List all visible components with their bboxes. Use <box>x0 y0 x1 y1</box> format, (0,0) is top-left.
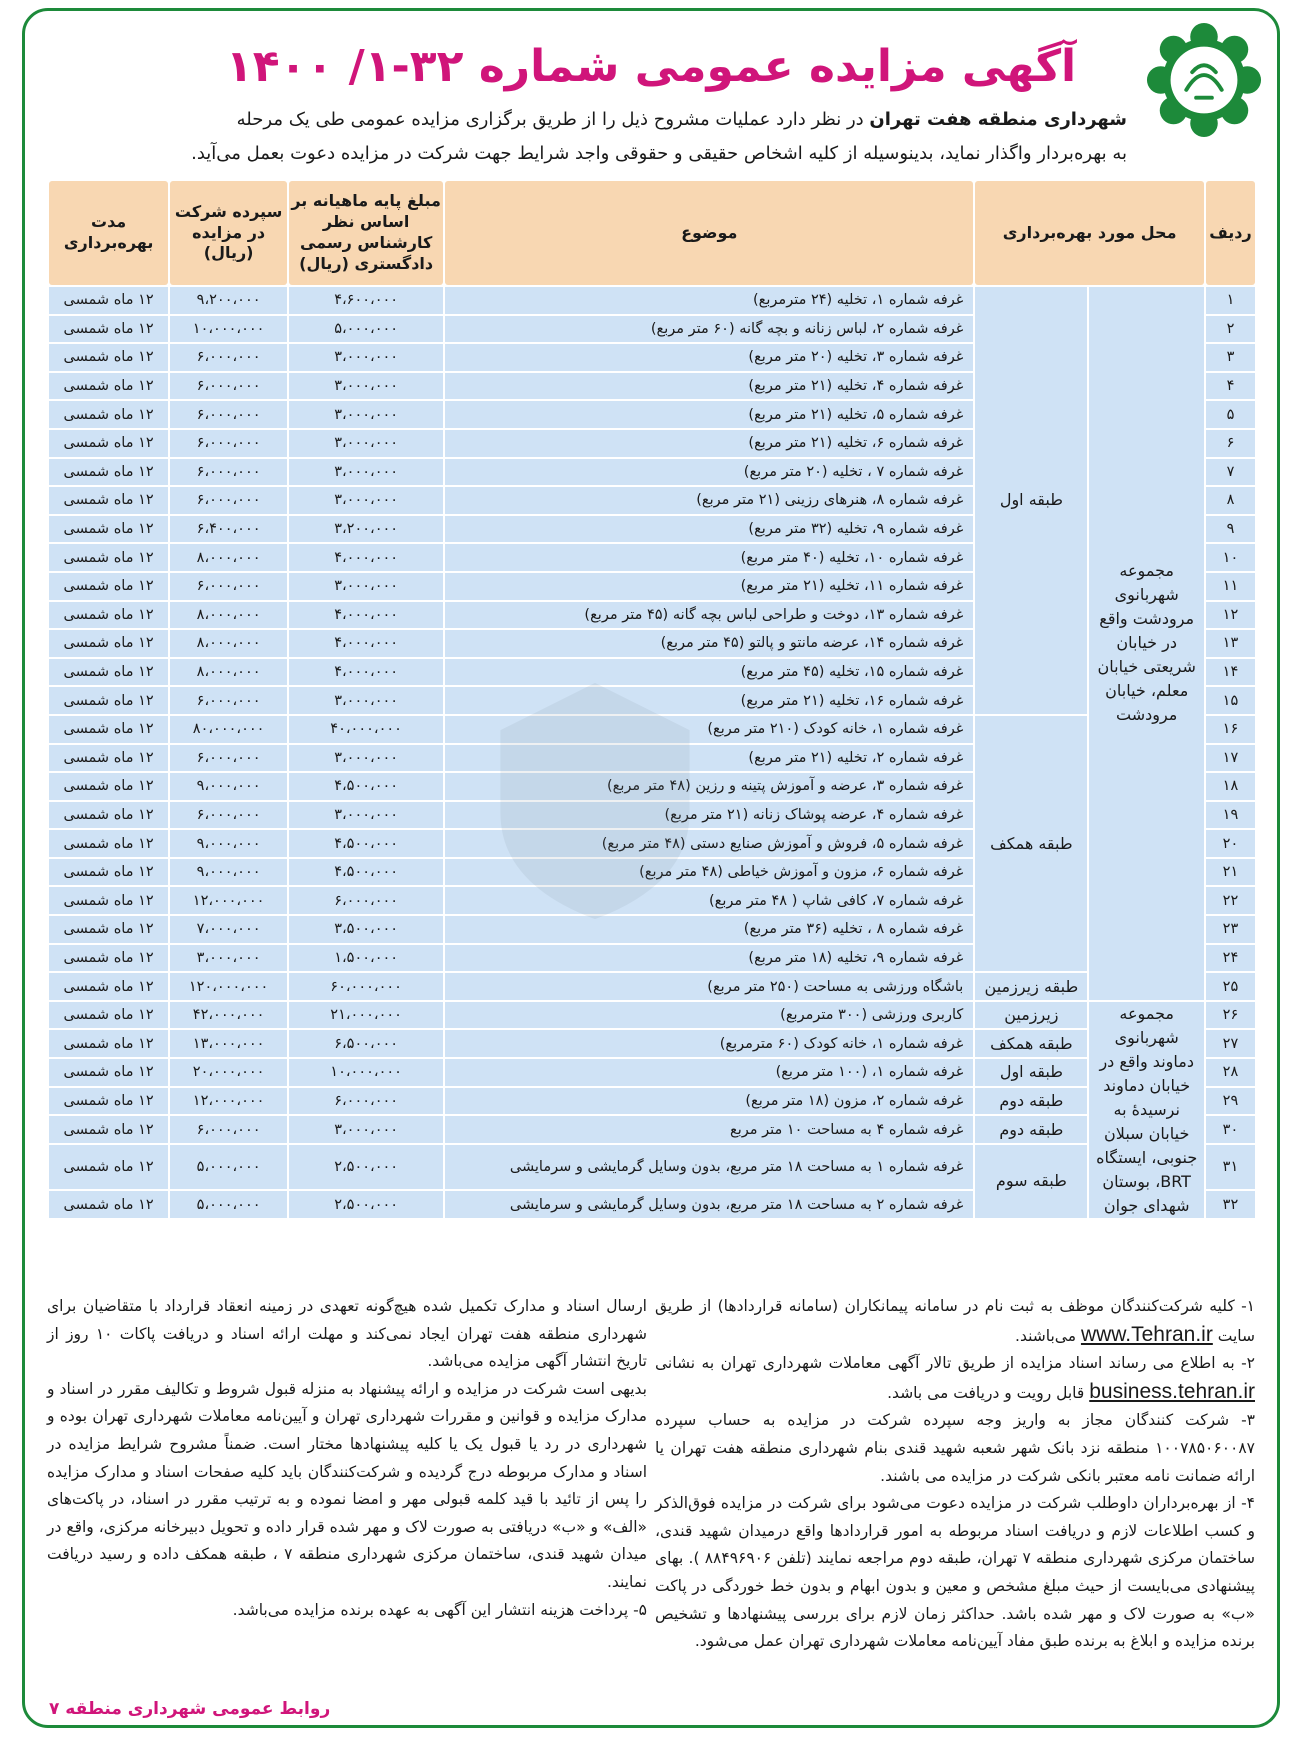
condition-1-text: ۱- کلیه شرکت‌کنندگان موظف به ثبت نام در سامانه پیمانکاران (سامانه قراردادها) از طریق سایت <box>655 1297 1255 1345</box>
duration-cell: ۱۲ ماه شمسی <box>49 430 168 457</box>
deposit-cell: ۶،۰۰۰،۰۰۰ <box>170 430 287 457</box>
row-number: ۹ <box>1206 516 1255 543</box>
public-relations-signature: روابط عمومی شهرداری منطقه ۷ <box>49 1699 331 1719</box>
deposit-cell: ۶،۰۰۰،۰۰۰ <box>170 401 287 428</box>
subject-cell: غرفه شماره ۲ به مساحت ۱۸ متر مربع، بدون وسایل گرمایشی و سرمایشی <box>445 1191 973 1218</box>
subject-cell: غرفه شماره ۱۰، تخلیه (۴۰ متر مربع) <box>445 544 973 571</box>
deposit-cell: ۷،۰۰۰،۰۰۰ <box>170 916 287 943</box>
condition-4-continued: ارسال اسناد و مدارک تکمیل شده هیچ‌گونه تعهدی در زمینه انعقاد قرارداد با متقاضیان برای شهرداری منطقه هفت تهران ایجاد نمی‌کند و مهلت ارائه اسناد و دریافت پاکات ۱۰ روز از تاریخ انتشار آگهی مزایده می‌باشد. <box>47 1297 647 1371</box>
row-number: ۲۷ <box>1206 1030 1255 1057</box>
subject-cell: غرفه شماره ۴، عرضه پوشاک زنانه (۲۱ متر مربع) <box>445 802 973 829</box>
table-row <box>49 1059 1255 1086</box>
condition-4-terms: بدیهی است شرکت در مزایده و ارائه پیشنهاد به منزله قبول شروط و تکالیف مقرر در اسناد و مدارک مزایده و قوانین و مقررات شهرداری تهران و آیین‌نامه معاملات شهرداری تهران بوده و شهرداری در رد یا قبول یک یا کلیه پیشنهادها مختار است. ضمناً مشروح شرایط مزایده در اسناد و مدارک مربوطه درج گردیده و شرکت‌کنندگان باید کلیه صفحات اسناد و مدارک مزایده را پس از تائید با قید کلمه قبولی مهر و امضا نموده و به ترتیب مقرر در اسناد، در پاکت‌های «الف» و «ب» دریافتی به صورت لاک و مهر شده قرار داده و تحویل دبیرخانه مرکزی، واقع در میدان شهید قندی، ساختمان مرکزی شهرداری منطقه ۷ ، طبقه همکف داده و رسید دریافت نمایند. <box>47 1379 647 1591</box>
duration-cell: ۱۲ ماه شمسی <box>49 516 168 543</box>
header-row-number: ردیف <box>1206 181 1255 285</box>
subject-cell: غرفه شماره ۴، تخلیه (۲۱ متر مربع) <box>445 373 973 400</box>
condition-3: ۳- شرکت کنندگان مجاز به واریز وجه سپرده شرکت در مزایده به حساب سپرده ۱۰۰۷۸۵۰۶۰۰۸۷ منطقه نزد بانک شهر شعبه شهید قندی بنام شهرداری منطقه هفت تهران یا ارائه ضمانت نامه معتبر بانکی شرکت در مزایده می باشند. <box>655 1411 1255 1485</box>
row-number: ۱۵ <box>1206 687 1255 714</box>
row-number: ۷ <box>1206 459 1255 486</box>
row-number: ۲۰ <box>1206 830 1255 857</box>
duration-cell: ۱۲ ماه شمسی <box>49 287 168 314</box>
base-price-cell: ۶۰،۰۰۰،۰۰۰ <box>289 973 443 1000</box>
header-duration: مدت بهره‌برداری <box>49 181 168 285</box>
subject-cell: غرفه شماره ۱، تخلیه (۲۴ مترمربع) <box>445 287 973 314</box>
subject-cell: غرفه شماره ۶، تخلیه (۲۱ متر مربع) <box>445 430 973 457</box>
base-price-cell: ۳،۰۰۰،۰۰۰ <box>289 687 443 714</box>
duration-cell: ۱۲ ماه شمسی <box>49 716 168 743</box>
deposit-cell: ۱۲،۰۰۰،۰۰۰ <box>170 1088 287 1115</box>
row-number: ۱۶ <box>1206 716 1255 743</box>
row-number: ۶ <box>1206 430 1255 457</box>
duration-cell: ۱۲ ماه شمسی <box>49 945 168 972</box>
row-number: ۱۳ <box>1206 630 1255 657</box>
duration-cell: ۱۲ ماه شمسی <box>49 1088 168 1115</box>
duration-cell: ۱۲ ماه شمسی <box>49 373 168 400</box>
base-price-cell: ۲،۵۰۰،۰۰۰ <box>289 1191 443 1218</box>
subject-cell: کاربری ورزشی (۳۰۰ مترمربع) <box>445 1002 973 1029</box>
base-price-cell: ۳،۰۰۰،۰۰۰ <box>289 573 443 600</box>
table-row <box>49 287 1255 314</box>
intro-line-2: به بهره‌بردار واگذار نماید، بدینوسیله از کلیه اشخاص حقیقی و حقوقی واجد شرایط جهت شرکت در مزایده دعوت بعمل می‌آید. <box>191 143 1127 164</box>
row-number: ۲ <box>1206 316 1255 343</box>
deposit-cell: ۶،۰۰۰،۰۰۰ <box>170 1116 287 1143</box>
row-number: ۲۶ <box>1206 1002 1255 1029</box>
duration-cell: ۱۲ ماه شمسی <box>49 745 168 772</box>
subject-cell: غرفه شماره ۸ ، تخلیه (۳۶ متر مربع) <box>445 916 973 943</box>
subject-cell: غرفه شماره ۹، تخلیه (۳۲ متر مربع) <box>445 516 973 543</box>
row-number: ۱۱ <box>1206 573 1255 600</box>
base-price-cell: ۴،۰۰۰،۰۰۰ <box>289 659 443 686</box>
row-number: ۱۹ <box>1206 802 1255 829</box>
base-price-cell: ۱۰،۰۰۰،۰۰۰ <box>289 1059 443 1086</box>
subject-cell: غرفه شماره ۷ ، تخلیه (۲۰ متر مربع) <box>445 459 973 486</box>
base-price-cell: ۳،۰۰۰،۰۰۰ <box>289 401 443 428</box>
subject-cell: غرفه شماره ۲، تخلیه (۲۱ متر مربع) <box>445 745 973 772</box>
base-price-cell: ۳،۲۰۰،۰۰۰ <box>289 516 443 543</box>
base-price-cell: ۶،۰۰۰،۰۰۰ <box>289 887 443 914</box>
condition-2-text: ۲- به اطلاع می رساند اسناد مزایده از طریق تالار آگهی معاملات شهرداری تهران به نشانی <box>655 1354 1255 1373</box>
base-price-cell: ۳،۰۰۰،۰۰۰ <box>289 487 443 514</box>
deposit-cell: ۶،۰۰۰،۰۰۰ <box>170 487 287 514</box>
deposit-cell: ۱۰،۰۰۰،۰۰۰ <box>170 316 287 343</box>
subject-cell: باشگاه ورزشی به مساحت (۲۵۰ متر مربع) <box>445 973 973 1000</box>
subject-cell: غرفه شماره ۱۴، عرضه مانتو و پالتو (۴۵ متر مربع) <box>445 630 973 657</box>
duration-cell: ۱۲ ماه شمسی <box>49 1145 168 1189</box>
duration-cell: ۱۲ ماه شمسی <box>49 1030 168 1057</box>
base-price-cell: ۶،۰۰۰،۰۰۰ <box>289 1088 443 1115</box>
location-maroodasht: مجموعه شهربانوی مرودشت واقع در خیابان شریعتی خیابان معلم، خیابان مرودشت <box>1089 287 1203 1000</box>
subject-cell: غرفه شماره ۴ به مساحت ۱۰ متر مربع <box>445 1116 973 1143</box>
deposit-cell: ۱۳،۰۰۰،۰۰۰ <box>170 1030 287 1057</box>
row-number: ۲۱ <box>1206 859 1255 886</box>
condition-2 <box>655 1350 1255 1407</box>
deposit-cell: ۸،۰۰۰،۰۰۰ <box>170 602 287 629</box>
duration-cell: ۱۲ ماه شمسی <box>49 602 168 629</box>
deposit-cell: ۳،۰۰۰،۰۰۰ <box>170 945 287 972</box>
floor-cell: طبقه همکف <box>975 1030 1087 1057</box>
row-number: ۵ <box>1206 401 1255 428</box>
subject-cell: غرفه شماره ۳، عرضه و آموزش پتینه و رزین (۴۸ متر مربع) <box>445 773 973 800</box>
condition-5: ۵- پرداخت هزینه انتشار این آگهی به عهده برنده مزایده می‌باشد. <box>232 1600 647 1619</box>
duration-cell: ۱۲ ماه شمسی <box>49 773 168 800</box>
base-price-cell: ۳،۰۰۰،۰۰۰ <box>289 459 443 486</box>
floor-ground: طبقه همکف <box>975 716 1087 971</box>
subject-cell: غرفه شماره ۱۵، تخلیه (۴۵ متر مربع) <box>445 659 973 686</box>
condition-1 <box>655 1293 1255 1350</box>
duration-cell: ۱۲ ماه شمسی <box>49 830 168 857</box>
deposit-cell: ۹،۰۰۰،۰۰۰ <box>170 773 287 800</box>
row-number: ۲۸ <box>1206 1059 1255 1086</box>
ad-frame <box>22 8 1280 1728</box>
base-price-cell: ۲،۵۰۰،۰۰۰ <box>289 1145 443 1189</box>
table-row <box>49 1030 1255 1057</box>
subject-cell: غرفه شماره ۹، تخلیه (۱۸ متر مربع) <box>445 945 973 972</box>
conditions-left-column <box>47 1293 647 1624</box>
deposit-cell: ۶،۰۰۰،۰۰۰ <box>170 687 287 714</box>
base-price-cell: ۴،۵۰۰،۰۰۰ <box>289 859 443 886</box>
intro-bold: شهرداری منطقه هفت تهران <box>869 109 1127 130</box>
deposit-cell: ۸۰،۰۰۰،۰۰۰ <box>170 716 287 743</box>
subject-cell: غرفه شماره ۷، کافی شاپ ( ۴۸ متر مربع) <box>445 887 973 914</box>
subject-cell: غرفه شماره ۲، مزون (۱۸ متر مربع) <box>445 1088 973 1115</box>
duration-cell: ۱۲ ماه شمسی <box>49 573 168 600</box>
duration-cell: ۱۲ ماه شمسی <box>49 487 168 514</box>
business-site-link[interactable]: business.tehran.ir <box>1089 1379 1255 1403</box>
floor-third: طبقه سوم <box>975 1145 1087 1218</box>
base-price-cell: ۳،۰۰۰،۰۰۰ <box>289 745 443 772</box>
row-number: ۳۰ <box>1206 1116 1255 1143</box>
base-price-cell: ۴،۰۰۰،۰۰۰ <box>289 630 443 657</box>
header-base-price: مبلغ پایه ماهیانه بر اساس نظر کارشناس رسمی دادگستری (ریال) <box>289 181 443 285</box>
row-number: ۲۳ <box>1206 916 1255 943</box>
table-row <box>49 1002 1255 1029</box>
subject-cell: غرفه شماره ۶، مزون و آموزش خیاطی (۴۸ متر مربع) <box>445 859 973 886</box>
duration-cell: ۱۲ ماه شمسی <box>49 544 168 571</box>
ad-title: آگهی مزایده عمومی شماره ۳۲-۱/ ۱۴۰۰ <box>225 41 1077 92</box>
base-price-cell: ۳،۰۰۰،۰۰۰ <box>289 344 443 371</box>
row-number: ۲۵ <box>1206 973 1255 1000</box>
base-price-cell: ۴،۵۰۰،۰۰۰ <box>289 773 443 800</box>
deposit-cell: ۸،۰۰۰،۰۰۰ <box>170 630 287 657</box>
row-number: ۸ <box>1206 487 1255 514</box>
subject-cell: غرفه شماره ۱۱، تخلیه (۲۱ متر مربع) <box>445 573 973 600</box>
condition-4: ۴- از بهره‌برداران داوطلب شرکت در مزایده دعوت می‌شود برای شرکت در مزایده فوق‌الذکر و کسب اطلاعات لازم و دریافت اسناد مربوطه به امور قراردادها واقع درمیدان شهید قندی، ساختمان مرکزی شهرداری منطقه ۷ تهران، طبقه دوم مراجعه نمایند (تلفن ۸۸۴۹۶۹۰۶ ). بهای پیشنهادی می‌بایست از حیث مبلغ مشخص و معین و بدون ابهام و بدون خط خوردگی در پاکت «ب» به صورت لاک و مهر شده باشد. حداکثر زمان لازم برای بررسی پیشنهادها و تشخیص برنده مزایده و ابلاغ به برنده طبق مفاد آیین‌نامه معاملات شهرداری تهران عمل می‌شود. <box>655 1494 1255 1651</box>
subject-cell: غرفه شماره ۲، لباس زنانه و بچه گانه (۶۰ متر مربع) <box>445 316 973 343</box>
row-number: ۳۲ <box>1206 1191 1255 1218</box>
deposit-cell: ۸،۰۰۰،۰۰۰ <box>170 659 287 686</box>
base-price-cell: ۴،۰۰۰،۰۰۰ <box>289 602 443 629</box>
deposit-cell: ۹،۰۰۰،۰۰۰ <box>170 859 287 886</box>
location-damavand: مجموعه شهربانوی دماوند واقع در خیابان دماوند نرسیدهٔ به خیابان سبلان جنوبی، ایستگاه BRT، بوستان شهدای جوان <box>1089 1002 1203 1218</box>
base-price-cell: ۶،۵۰۰،۰۰۰ <box>289 1030 443 1057</box>
tehran-municipality-logo-icon <box>1145 21 1263 139</box>
header-subject: موضوع <box>445 181 973 285</box>
duration-cell: ۱۲ ماه شمسی <box>49 973 168 1000</box>
row-number: ۱۰ <box>1206 544 1255 571</box>
table-body <box>49 287 1255 1218</box>
row-number: ۳۱ <box>1206 1145 1255 1189</box>
base-price-cell: ۳،۰۰۰،۰۰۰ <box>289 430 443 457</box>
duration-cell: ۱۲ ماه شمسی <box>49 659 168 686</box>
duration-cell: ۱۲ ماه شمسی <box>49 630 168 657</box>
deposit-cell: ۶،۰۰۰،۰۰۰ <box>170 573 287 600</box>
floor-cell: طبقه دوم <box>975 1116 1087 1143</box>
row-number: ۲۲ <box>1206 887 1255 914</box>
base-price-cell: ۴۰،۰۰۰،۰۰۰ <box>289 716 443 743</box>
table-row <box>49 973 1255 1000</box>
row-number: ۱۸ <box>1206 773 1255 800</box>
deposit-cell: ۶،۰۰۰،۰۰۰ <box>170 373 287 400</box>
subject-cell: غرفه شماره ۱، خانه کودک (۶۰ مترمربع) <box>445 1030 973 1057</box>
deposit-cell: ۶،۰۰۰،۰۰۰ <box>170 802 287 829</box>
base-price-cell: ۱،۵۰۰،۰۰۰ <box>289 945 443 972</box>
duration-cell: ۱۲ ماه شمسی <box>49 401 168 428</box>
auction-table <box>47 179 1257 1220</box>
row-number: ۱۴ <box>1206 659 1255 686</box>
duration-cell: ۱۲ ماه شمسی <box>49 316 168 343</box>
subject-cell: غرفه شماره ۸، هنرهای رزینی (۲۱ متر مربع) <box>445 487 973 514</box>
base-price-cell: ۲۱،۰۰۰،۰۰۰ <box>289 1002 443 1029</box>
floor-cell: طبقه اول <box>975 1059 1087 1086</box>
base-price-cell: ۴،۰۰۰،۰۰۰ <box>289 544 443 571</box>
duration-cell: ۱۲ ماه شمسی <box>49 1002 168 1029</box>
base-price-cell: ۴،۶۰۰،۰۰۰ <box>289 287 443 314</box>
base-price-cell: ۵،۰۰۰،۰۰۰ <box>289 316 443 343</box>
subject-cell: غرفه شماره ۵، تخلیه (۲۱ متر مربع) <box>445 401 973 428</box>
deposit-cell: ۹،۰۰۰،۰۰۰ <box>170 830 287 857</box>
row-number: ۱۷ <box>1206 745 1255 772</box>
table-row <box>49 716 1255 743</box>
subject-cell: غرفه شماره ۱، (۱۰۰ متر مربع) <box>445 1059 973 1086</box>
deposit-cell: ۲۰،۰۰۰،۰۰۰ <box>170 1059 287 1086</box>
table-row <box>49 1116 1255 1143</box>
duration-cell: ۱۲ ماه شمسی <box>49 459 168 486</box>
subject-cell: غرفه شماره ۱ به مساحت ۱۸ متر مربع، بدون وسایل گرمایشی و سرمایشی <box>445 1145 973 1189</box>
duration-cell: ۱۲ ماه شمسی <box>49 1116 168 1143</box>
subject-cell: غرفه شماره ۳، تخلیه (۲۰ متر مربع) <box>445 344 973 371</box>
subject-cell: غرفه شماره ۵، فروش و آموزش صنایع دستی (۴۸ متر مربع) <box>445 830 973 857</box>
table-header <box>49 181 1255 285</box>
deposit-cell: ۶،۴۰۰،۰۰۰ <box>170 516 287 543</box>
base-price-cell: ۳،۵۰۰،۰۰۰ <box>289 916 443 943</box>
duration-cell: ۱۲ ماه شمسی <box>49 1059 168 1086</box>
floor-basement: طبقه زیرزمین <box>975 973 1087 1000</box>
base-price-cell: ۳،۰۰۰،۰۰۰ <box>289 802 443 829</box>
floor-cell: زیرزمین <box>975 1002 1087 1029</box>
header-deposit: سپرده شرکت در مزایده (ریال) <box>170 181 287 285</box>
deposit-cell: ۶،۰۰۰،۰۰۰ <box>170 459 287 486</box>
deposit-cell: ۸،۰۰۰،۰۰۰ <box>170 544 287 571</box>
intro-rest: در نظر دارد عملیات مشروح ذیل را از طریق برگزاری مزایده عمومی طی یک مرحله <box>236 109 870 130</box>
deposit-cell: ۶،۰۰۰،۰۰۰ <box>170 344 287 371</box>
row-number: ۱۲ <box>1206 602 1255 629</box>
condition-2-end: قابل رویت و دریافت می باشد. <box>887 1383 1090 1402</box>
conditions-section <box>47 1293 1255 1693</box>
floor-cell: طبقه دوم <box>975 1088 1087 1115</box>
subject-cell: غرفه شماره ۱۳، دوخت و طراحی لباس بچه گانه (۴۵ متر مربع) <box>445 602 973 629</box>
header-location: محل مورد بهره‌برداری <box>975 181 1204 285</box>
row-number: ۴ <box>1206 373 1255 400</box>
intro-line-1 <box>65 109 1127 130</box>
condition-1-end: می‌باشند. <box>1015 1326 1081 1345</box>
deposit-cell: ۴۲،۰۰۰،۰۰۰ <box>170 1002 287 1029</box>
base-price-cell: ۳،۰۰۰،۰۰۰ <box>289 373 443 400</box>
deposit-cell: ۶،۰۰۰،۰۰۰ <box>170 745 287 772</box>
deposit-cell: ۱۲،۰۰۰،۰۰۰ <box>170 887 287 914</box>
deposit-cell: ۵،۰۰۰،۰۰۰ <box>170 1191 287 1218</box>
floor-first: طبقه اول <box>975 287 1087 714</box>
duration-cell: ۱۲ ماه شمسی <box>49 802 168 829</box>
row-number: ۲۴ <box>1206 945 1255 972</box>
conditions-right-column <box>655 1293 1255 1656</box>
duration-cell: ۱۲ ماه شمسی <box>49 859 168 886</box>
duration-cell: ۱۲ ماه شمسی <box>49 887 168 914</box>
duration-cell: ۱۲ ماه شمسی <box>49 916 168 943</box>
tehran-site-link[interactable]: www.Tehran.ir <box>1080 1322 1213 1346</box>
row-number: ۳ <box>1206 344 1255 371</box>
table-row <box>49 1145 1255 1189</box>
duration-cell: ۱۲ ماه شمسی <box>49 344 168 371</box>
deposit-cell: ۱۲۰،۰۰۰،۰۰۰ <box>170 973 287 1000</box>
row-number: ۱ <box>1206 287 1255 314</box>
deposit-cell: ۹،۲۰۰،۰۰۰ <box>170 287 287 314</box>
base-price-cell: ۴،۵۰۰،۰۰۰ <box>289 830 443 857</box>
subject-cell: غرفه شماره ۱، خانه کودک (۲۱۰ متر مربع) <box>445 716 973 743</box>
duration-cell: ۱۲ ماه شمسی <box>49 687 168 714</box>
base-price-cell: ۳،۰۰۰،۰۰۰ <box>289 1116 443 1143</box>
row-number: ۲۹ <box>1206 1088 1255 1115</box>
table-row <box>49 1088 1255 1115</box>
duration-cell: ۱۲ ماه شمسی <box>49 1191 168 1218</box>
subject-cell: غرفه شماره ۱۶، تخلیه (۲۱ متر مربع) <box>445 687 973 714</box>
deposit-cell: ۵،۰۰۰،۰۰۰ <box>170 1145 287 1189</box>
